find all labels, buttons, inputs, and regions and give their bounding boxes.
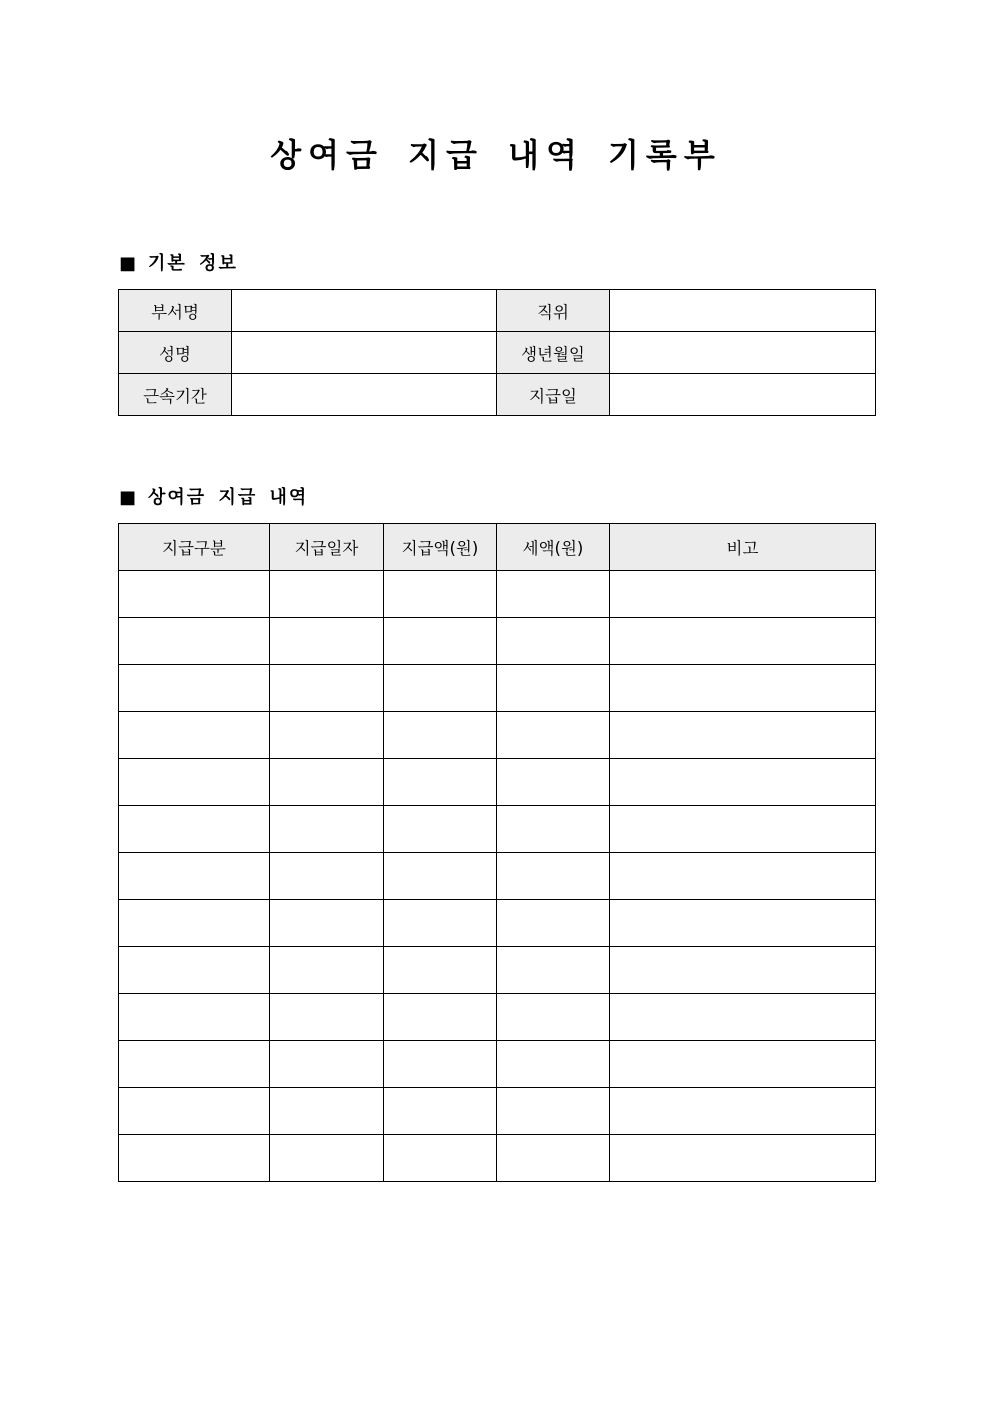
payment-date-cell[interactable]	[270, 1088, 384, 1135]
payment-amount-cell[interactable]	[384, 618, 497, 665]
table-row	[119, 1135, 876, 1182]
column-header-payment-amount: 지급액(원)	[384, 524, 497, 571]
department-label: 부서명	[119, 290, 232, 332]
birthdate-label: 생년월일	[497, 332, 610, 374]
column-header-remarks: 비고	[610, 524, 876, 571]
remarks-cell[interactable]	[610, 994, 876, 1041]
table-row	[119, 994, 876, 1041]
tax-amount-cell[interactable]	[497, 571, 610, 618]
remarks-cell[interactable]	[610, 947, 876, 994]
payment-type-cell[interactable]	[119, 1135, 270, 1182]
payment-history-heading-text: 상여금 지급 내역	[148, 487, 309, 508]
table-row	[119, 1041, 876, 1088]
payment-amount-cell[interactable]	[384, 712, 497, 759]
payment-date-label: 지급일	[497, 374, 610, 416]
table-row	[119, 947, 876, 994]
payment-type-cell[interactable]	[119, 853, 270, 900]
payment-date-cell[interactable]	[270, 853, 384, 900]
payment-date-cell[interactable]	[270, 571, 384, 618]
table-row	[119, 618, 876, 665]
payment-date-field[interactable]	[610, 374, 876, 416]
table-row	[119, 712, 876, 759]
payment-type-cell[interactable]	[119, 618, 270, 665]
payment-date-cell[interactable]	[270, 806, 384, 853]
payment-amount-cell[interactable]	[384, 1088, 497, 1135]
column-header-payment-date: 지급일자	[270, 524, 384, 571]
remarks-cell[interactable]	[610, 806, 876, 853]
tax-amount-cell[interactable]	[497, 712, 610, 759]
table-row	[119, 665, 876, 712]
tax-amount-cell[interactable]	[497, 994, 610, 1041]
table-row	[119, 900, 876, 947]
column-header-payment-type: 지급구분	[119, 524, 270, 571]
payment-amount-cell[interactable]	[384, 571, 497, 618]
department-field[interactable]	[232, 290, 497, 332]
table-row	[119, 853, 876, 900]
table-row	[119, 806, 876, 853]
square-bullet-icon: ■	[119, 487, 139, 508]
payment-date-cell[interactable]	[270, 994, 384, 1041]
payment-history-heading	[119, 486, 308, 510]
payment-date-cell[interactable]	[270, 1041, 384, 1088]
payment-amount-cell[interactable]	[384, 1135, 497, 1182]
remarks-cell[interactable]	[610, 1135, 876, 1182]
tax-amount-cell[interactable]	[497, 853, 610, 900]
payment-amount-cell[interactable]	[384, 665, 497, 712]
payment-date-cell[interactable]	[270, 1135, 384, 1182]
tax-amount-cell[interactable]	[497, 759, 610, 806]
payment-date-cell[interactable]	[270, 618, 384, 665]
payment-amount-cell[interactable]	[384, 759, 497, 806]
document-title: 상여금 지급 내역 기록부	[270, 136, 722, 174]
square-bullet-icon: ■	[119, 253, 139, 274]
basic-info-heading-text: 기본 정보	[148, 253, 238, 274]
payment-type-cell[interactable]	[119, 806, 270, 853]
payment-type-cell[interactable]	[119, 665, 270, 712]
position-field[interactable]	[610, 290, 876, 332]
basic-info-table	[118, 289, 876, 416]
payment-history-table	[118, 523, 876, 1182]
payment-type-cell[interactable]	[119, 1088, 270, 1135]
payment-type-cell[interactable]	[119, 759, 270, 806]
remarks-cell[interactable]	[610, 900, 876, 947]
remarks-cell[interactable]	[610, 712, 876, 759]
payment-type-cell[interactable]	[119, 571, 270, 618]
payment-date-cell[interactable]	[270, 947, 384, 994]
payment-amount-cell[interactable]	[384, 994, 497, 1041]
table-row	[119, 1088, 876, 1135]
payment-type-cell[interactable]	[119, 900, 270, 947]
name-label: 성명	[119, 332, 232, 374]
tax-amount-cell[interactable]	[497, 1135, 610, 1182]
payment-amount-cell[interactable]	[384, 853, 497, 900]
payment-type-cell[interactable]	[119, 947, 270, 994]
remarks-cell[interactable]	[610, 1041, 876, 1088]
column-header-tax-amount: 세액(원)	[497, 524, 610, 571]
payment-amount-cell[interactable]	[384, 900, 497, 947]
birthdate-field[interactable]	[610, 332, 876, 374]
payment-amount-cell[interactable]	[384, 947, 497, 994]
table-row	[119, 332, 876, 374]
payment-date-cell[interactable]	[270, 900, 384, 947]
remarks-cell[interactable]	[610, 1088, 876, 1135]
payment-date-cell[interactable]	[270, 665, 384, 712]
tenure-label: 근속기간	[119, 374, 232, 416]
tax-amount-cell[interactable]	[497, 665, 610, 712]
payment-date-cell[interactable]	[270, 759, 384, 806]
payment-amount-cell[interactable]	[384, 806, 497, 853]
name-field[interactable]	[232, 332, 497, 374]
tax-amount-cell[interactable]	[497, 1088, 610, 1135]
payment-history-body	[119, 571, 876, 1182]
remarks-cell[interactable]	[610, 853, 876, 900]
position-label: 직위	[497, 290, 610, 332]
payment-type-cell[interactable]	[119, 994, 270, 1041]
payment-type-cell[interactable]	[119, 712, 270, 759]
payment-type-cell[interactable]	[119, 1041, 270, 1088]
basic-info-heading	[119, 252, 238, 276]
tax-amount-cell[interactable]	[497, 947, 610, 994]
payment-amount-cell[interactable]	[384, 1041, 497, 1088]
payment-date-cell[interactable]	[270, 712, 384, 759]
tenure-field[interactable]	[232, 374, 497, 416]
table-row	[119, 759, 876, 806]
table-header-row	[119, 524, 876, 571]
tax-amount-cell[interactable]	[497, 618, 610, 665]
remarks-cell[interactable]	[610, 571, 876, 618]
tax-amount-cell[interactable]	[497, 1041, 610, 1088]
remarks-cell[interactable]	[610, 665, 876, 712]
table-row	[119, 374, 876, 416]
tax-amount-cell[interactable]	[497, 806, 610, 853]
remarks-cell[interactable]	[610, 759, 876, 806]
table-row	[119, 571, 876, 618]
table-row	[119, 290, 876, 332]
tax-amount-cell[interactable]	[497, 900, 610, 947]
remarks-cell[interactable]	[610, 618, 876, 665]
